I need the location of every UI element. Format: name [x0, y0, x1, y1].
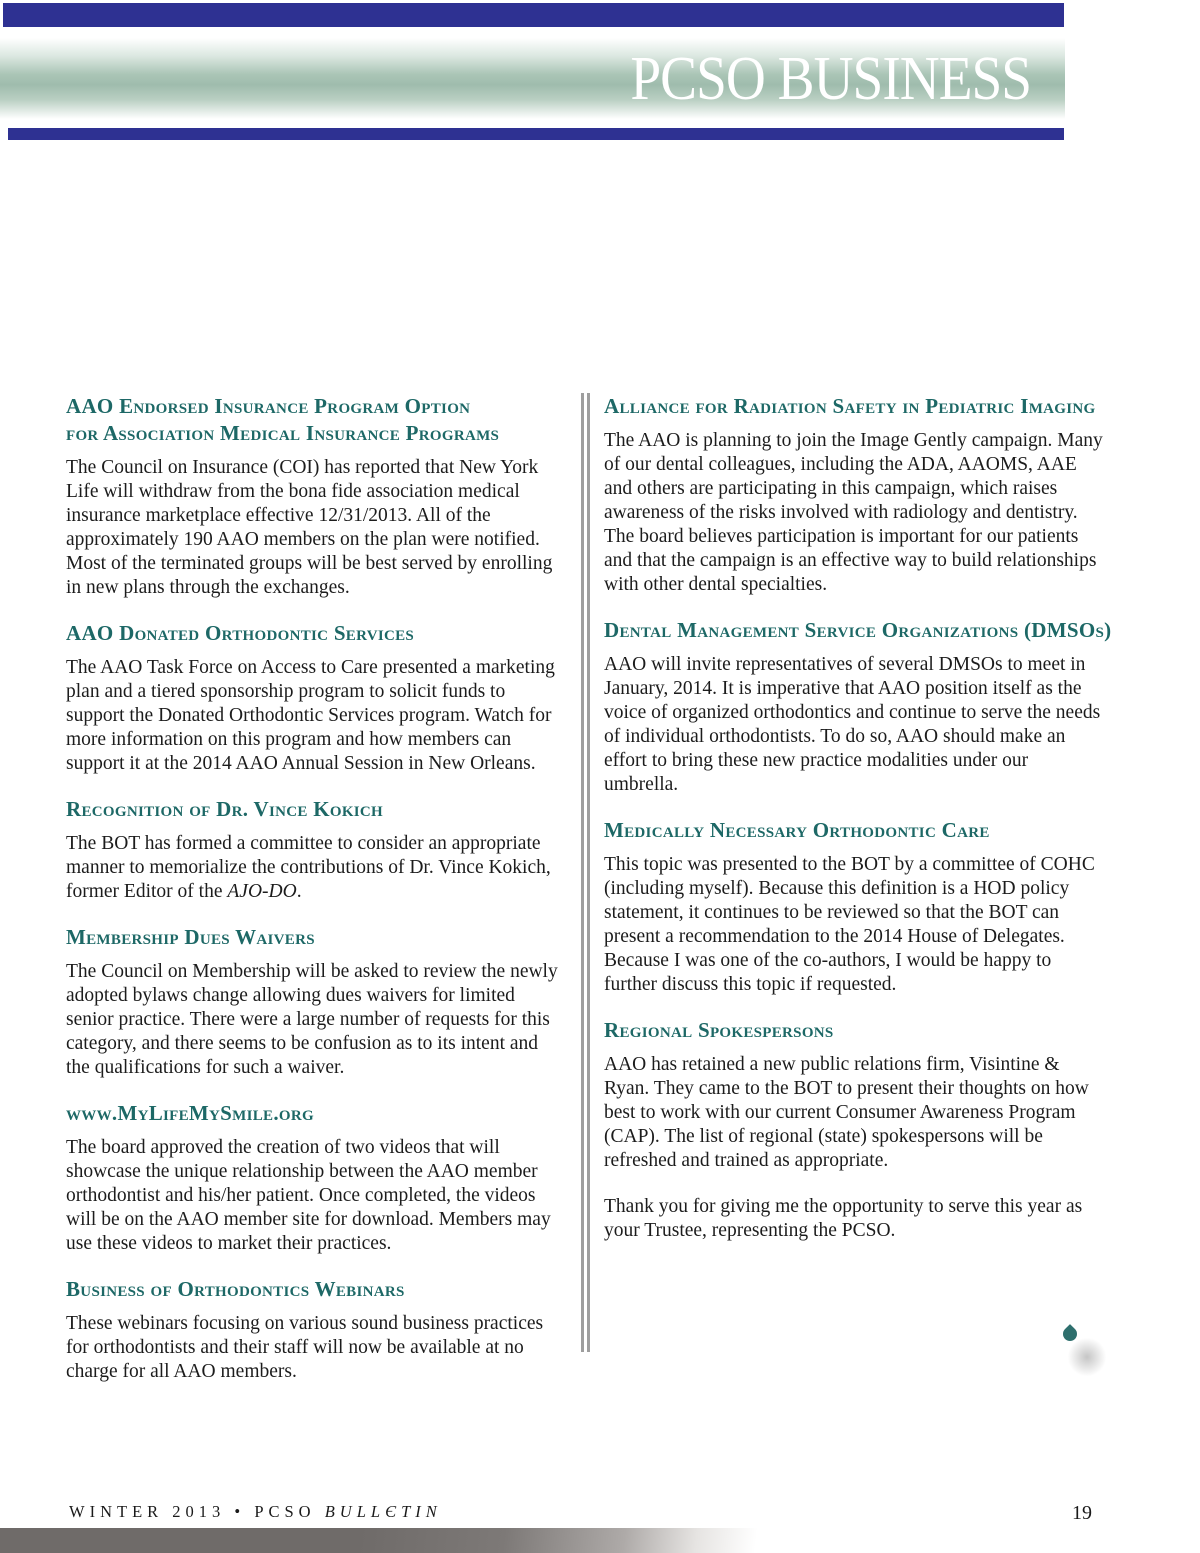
section-body: These webinars focusing on various sound business practices for orthodontists and their staff will now be available at no charge for all AAO members.: [66, 1313, 544, 1382]
body-text: .: [296, 881, 302, 902]
section-body: The AAO Task Force on Access to Care presented a marketing plan and a tiered sponsorship program to solicit funds to support the Donated Orthodontic Services program. Watch for more information on this program and how members can support it at the 2014 AAO Annual Session in New Orleans.: [66, 657, 555, 774]
body-text: The BOT has formed a committee to consider an appropriate manner to memorialize the contributions of Dr. Vince Kokich, former Editor of the: [66, 833, 551, 902]
section-heading: Regional Spokespersons: [604, 1018, 834, 1042]
section-medically-necessary-care: [604, 817, 1107, 997]
header-banner: [0, 38, 1065, 119]
section-heading-url: www.MyLifeMySmile.org: [66, 1101, 314, 1125]
footer-issue: WINTER 2013: [69, 1502, 226, 1521]
section-body: The board approved the creation of two videos that will showcase the unique relationship between the AAO member orthodontist and his/her patient. Once completed, the videos will be on the AAO member site for download. Members may use these videos to market their practices.: [66, 1137, 551, 1254]
journal-name: AJO-DO: [227, 881, 297, 902]
bottom-gradient-bar: [0, 1528, 1200, 1553]
page-number: 19: [1072, 1502, 1092, 1524]
footer-separator: •: [234, 1502, 246, 1521]
section-heading: AAO Donated Orthodontic Services: [66, 621, 415, 645]
left-column: [66, 393, 566, 1404]
section-insurance-program: [66, 393, 566, 600]
section-body: AAO will invite representatives of several DMSOs to meet in January, 2014. It is imperative that AAO position itself as the voice of organized orthodontics and continue to serve the needs of individual orthodontists. To do so, AAO should make an effort to bring these new practice modalities under our umbrella.: [604, 654, 1101, 795]
section-radiation-safety: [604, 393, 1107, 597]
page-title: PCSO BUSINESS: [630, 43, 1031, 114]
section-webinars: [66, 1276, 566, 1384]
section-heading: Membership Dues Waivers: [66, 925, 315, 949]
section-heading: Dental Management Service Organizations (DMSOs): [604, 618, 1112, 642]
section-heading: Medically Necessary Orthodontic Care: [604, 818, 990, 842]
footer-publication-title: BULLЄTIN: [324, 1502, 442, 1521]
section-heading: Recognition of Dr. Vince Kokich: [66, 797, 384, 821]
section-dues-waivers: [66, 924, 566, 1080]
section-regional-spokespersons: [604, 1017, 1107, 1173]
section-body: The AAO is planning to join the Image Gently campaign. Many of our dental colleagues, including the ADA, AAOMS, AAE and others are participating in this campaign, which raises awareness of the risks involved with radiology and dentistry. The board believes participation is important for our patients and that the campaign is an effective way to build relationships with other dental specialties.: [604, 430, 1103, 595]
section-dmsos: [604, 617, 1112, 797]
section-heading: AAO Endorsed Insurance Program Option for Association Medical Insurance Programs: [66, 394, 500, 445]
closing-paragraph: Thank you for giving me the opportunity to serve this year as your Trustee, representing the PCSO.: [604, 1196, 1083, 1241]
column-divider: [581, 393, 590, 1352]
header-bottom-bar: [8, 128, 1064, 140]
section-kokich-recognition: [66, 796, 566, 904]
section-heading: Alliance for Radiation Safety in Pediatric Imaging: [604, 394, 1096, 418]
footer: [69, 1502, 442, 1522]
section-body: AAO has retained a new public relations firm, Visintine & Ryan. They came to the BOT to present their thoughts on how best to work with our current Consumer Awareness Program (CAP). The list of regional (state) spokespersons will be refreshed and trained as appropriate.: [604, 1054, 1089, 1171]
footer-publication: PCSO: [254, 1502, 316, 1521]
header-top-bar: [3, 3, 1064, 27]
section-donated-services: [66, 620, 566, 776]
section-heading: Business of Orthodontics Webinars: [66, 1277, 405, 1301]
section-mylifemysmile: [66, 1100, 566, 1256]
droplet-shadow: [1066, 1336, 1108, 1378]
right-column: [604, 393, 1112, 1243]
section-body: [66, 832, 566, 904]
section-body: The Council on Membership will be asked to review the newly adopted bylaws change allowing dues waivers for limited senior practice. There were a large number of requests for this category, and there seems to be confusion as to its intent and the qualifications for such a waiver.: [66, 961, 558, 1078]
section-body: This topic was presented to the BOT by a committee of COHC (including myself). Because this definition is a HOD policy statement, it continues to be reviewed so that the BOT can present a recommendation to the 2014 House of Delegates. Because I was one of the co-authors, I would be happy to further discuss this topic if requested.: [604, 854, 1095, 995]
section-body: The Council on Insurance (COI) has reported that New York Life will withdraw from the bona fide association medical insurance marketplace effective 12/31/2013. All of the approximately 190 AAO members on the plan were notified. Most of the terminated groups will be best served by enrolling in new plans through the exchanges.: [66, 457, 553, 598]
